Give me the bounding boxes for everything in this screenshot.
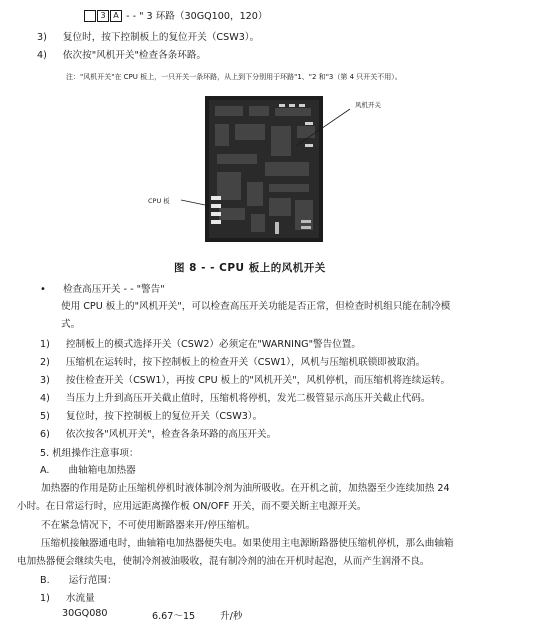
step-number: 2) <box>40 357 50 368</box>
figure-caption: 图 8 - - CPU 板上的风机开关 <box>174 262 326 274</box>
step-2 <box>40 354 425 368</box>
section-5-heading: 5. 机组操作注意事项： <box>40 448 139 459</box>
step-text: 当压力上升到高压开关截止值时，压缩机将停机，发光二极管显示高压开关截止代码。 <box>65 393 431 404</box>
indicator-box-3: 3 <box>97 10 109 22</box>
step-number: 3) <box>40 375 50 386</box>
note: 注："风机开关"在 CPU 板上，一只开关一条环路，从上到下分别用于环路"1、"2 和"3（第 4 只开关不用）。 <box>66 73 402 81</box>
paragraph: 加热器的作用是防止压缩机停机时液体制冷剂为油所吸收。在开机之前，加热器至少连续加热 24 <box>41 483 450 494</box>
item-text: 水流量 <box>65 593 95 604</box>
step-text: 压缩机在运转时，按下控制板上的检查开关（CSW1），风机与压缩机联锁即被取消。 <box>65 357 426 368</box>
step-number: 1) <box>40 339 50 350</box>
paragraph: 小时。在日常运行时，应用远距离操作板 ON/OFF 开关，而不要关断主电源开关。 <box>17 501 367 512</box>
step-text: 复位时，按下控制板上的复位开关（CSW3）。 <box>65 411 263 422</box>
subsection-label: A. <box>40 465 50 476</box>
subsection-b <box>40 572 117 586</box>
paragraph: 不在紧急情况下，不可使用断路器来开/停压缩机。 <box>41 520 256 531</box>
step-number: 5) <box>40 411 50 422</box>
step-number: 4) <box>37 50 47 61</box>
step-text: 控制板上的模式选择开关（CSW2）必须定在"WARNING"警告位置。 <box>65 339 361 350</box>
step-text: 复位时，按下控制板上的复位开关（CSW3）。 <box>62 32 260 43</box>
step-3 <box>40 372 450 386</box>
paragraph: 压缩机接触器通电时，曲轴箱电加热器便失电。如果使用主电源断路器使压缩机停机，那么曲轴箱 <box>41 538 454 549</box>
step-number: 4) <box>40 393 50 404</box>
flow-row <box>62 608 243 622</box>
paragraph: 使用 CPU 板上的"风机开关"，可以检查高压开关功能是否正常，但检查时机组只能在制冷模 <box>61 301 451 312</box>
top-line-text: - - " 3 环路（30GQ100，120） <box>126 11 268 22</box>
step-6 <box>40 426 276 440</box>
step-4 <box>40 390 430 404</box>
high-pressure-title <box>40 281 165 295</box>
section-title: 检查高压开关 - - "警告" <box>62 284 165 295</box>
cpu-board-label: CPU 板 <box>148 197 170 205</box>
fan-switch-label: 风机开关 <box>355 101 381 109</box>
item-number: 1) <box>40 593 50 604</box>
paragraph: 电加热器便会继续失电，使制冷剂被油吸收，混有制冷剂的油在开机时起泡，从而产生润滑不良。 <box>17 556 430 567</box>
paragraph: 式。 <box>61 319 81 330</box>
subsection-title: 运行范围： <box>68 575 117 586</box>
step-text: 依次按"风机开关"检查各条环路。 <box>62 50 207 61</box>
subsection-a <box>40 462 136 476</box>
step-text: 按住检查开关（CSW1），再按 CPU 板上的"风机开关"，风机停机，而压缩机将连续运转。 <box>65 375 451 386</box>
step-number: 6) <box>40 429 50 440</box>
step-1 <box>40 336 361 350</box>
subsection-label: B. <box>40 575 50 586</box>
step-text: 依次按各"风机开关"，检查各条环路的高压开关。 <box>65 429 277 440</box>
model: 30GQ080 <box>62 608 108 619</box>
indicator-box-a: A <box>110 10 122 22</box>
subsection-title: 曲轴箱电加热器 <box>68 465 136 476</box>
range: 6.67～15 <box>152 611 196 622</box>
unit: 升/秒 <box>220 611 243 622</box>
item-1 <box>40 590 95 604</box>
step-number: 3) <box>37 32 47 43</box>
bullet: • <box>40 284 46 295</box>
step-5 <box>40 408 262 422</box>
